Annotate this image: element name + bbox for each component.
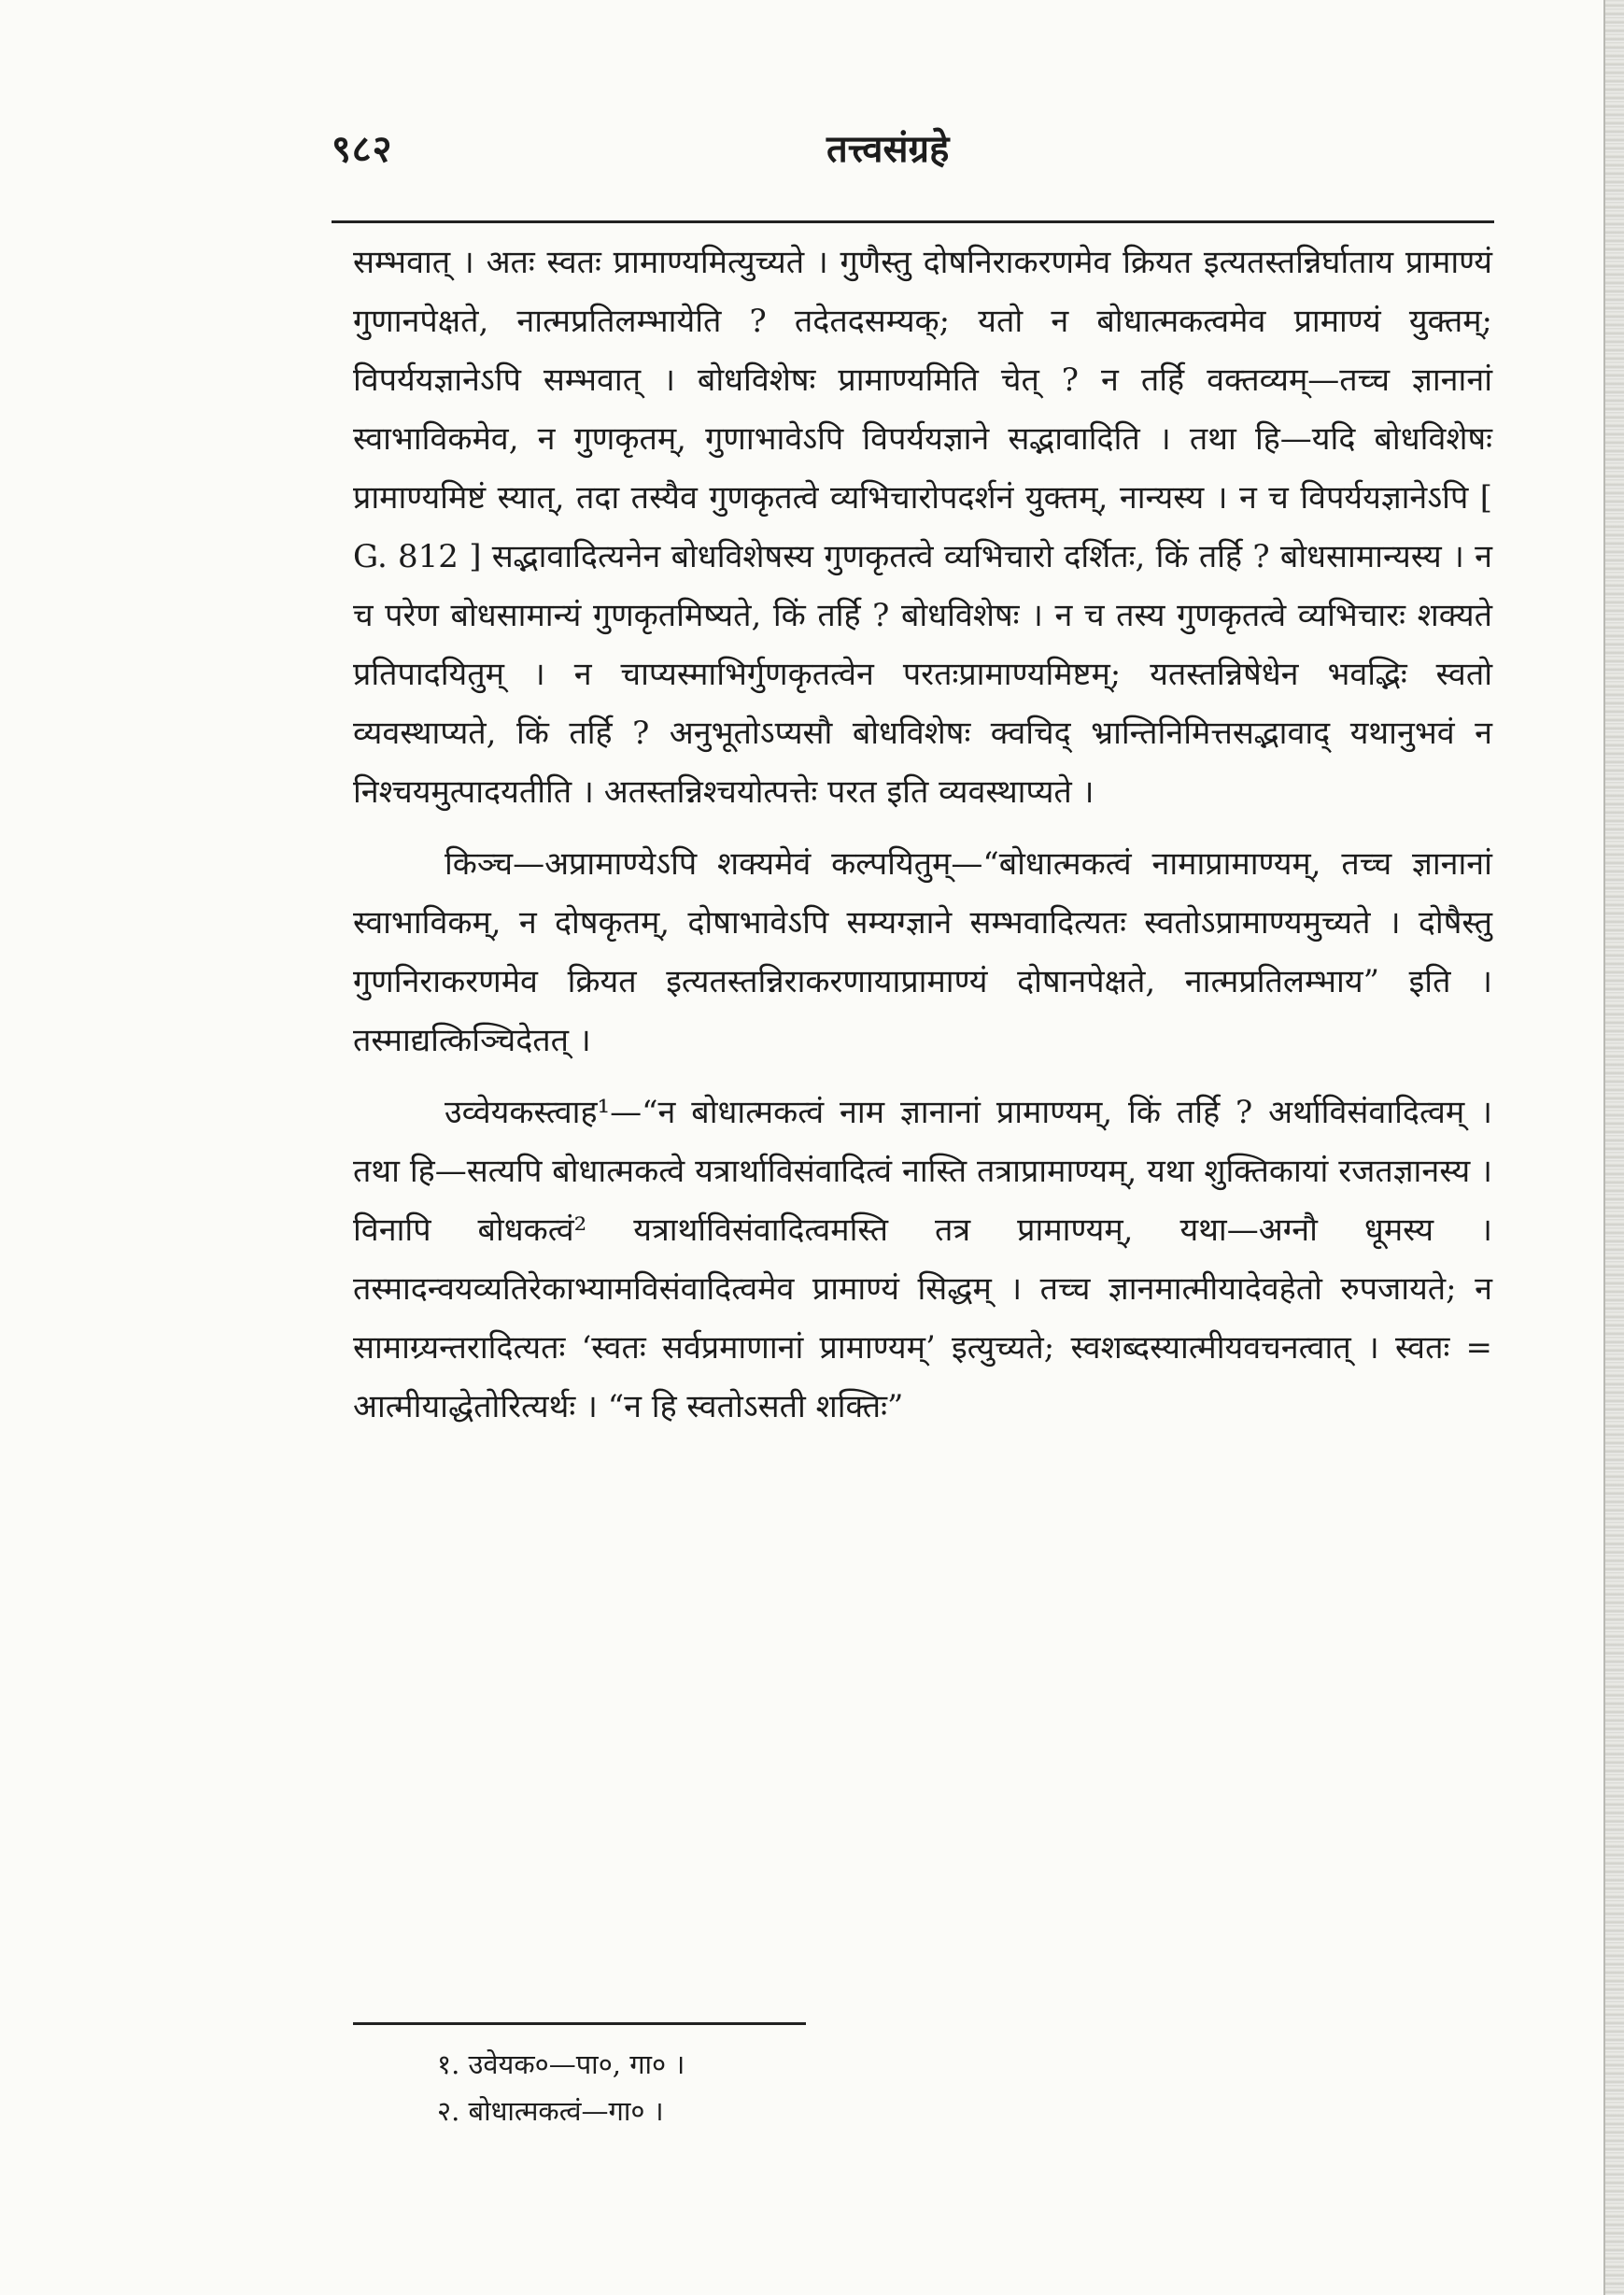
footnote-1: १. उवेयक०—पा०, गा० । <box>437 2048 685 2080</box>
page-header <box>332 121 1490 187</box>
running-title: तत्त्वसंग्रहे <box>826 128 950 171</box>
page-edge <box>1603 0 1624 2295</box>
page-number: ९८२ <box>332 128 393 171</box>
paragraph-1: सम्भवात् । अतः स्वतः प्रामाण्यमित्युच्यते । गुणैस्तु दोषनिराकरणमेव क्रियत इत्यतस्तन्निर्घाताय प्रामाण्यं गुणानपेक्षते, नात्मप्रतिलम्भायेति ? तदेतदसम्यक्; यतो न बोधात्मकत्वमेव प्रामाण्यं युक्तम्; विपर्ययज्ञानेऽपि सम्भवात् । बोधविशेषः प्रामाण्यमिति चेत् ? न तर्हि वक्तव्यम्—तच्च ज्ञानानां स्वाभाविकमेव, न गुणकृतम्, गुणाभावेऽपि विपर्ययज्ञाने सद्भावादिति । तथा हि—यदि बोधविशेषः प्रामाण्यमिष्टं स्यात्, तदा तस्यैव गुणकृतत्वे व्यभिचारोपदर्शनं युक्तम्, नान्यस्य । न च विपर्ययज्ञानेऽपि [ G. 812 ] सद्भावादित्यनेन बोधविशेषस्य गुणकृतत्वे व्यभिचारो दर्शितः, किं तर्हि ? बोधसामान्यस्य । न च परेण बोधसामान्यं गुणकृतमिष्यते, किं तर्हि ? बोधविशेषः । न च तस्य गुणकृतत्वे व्यभिचारः शक्यते प्रतिपादयितुम् । न चाप्यस्माभिर्गुणकृतत्वेन परतःप्रामाण्यमिष्टम्; यतस्तन्निषेधेन भवद्भिः स्वतो व्यवस्थाप्यते, किं तर्हि ? अनुभूतोऽप्यसौ बोधविशेषः क्वचिद् भ्रान्तिनिमित्तसद्भावाद् यथानुभवं न निश्चयमुत्पादयतीति । अतस्तन्निश्चयोत्पत्तेः परत इति व्यवस्थाप्यते । <box>353 244 1492 811</box>
footnote-rule <box>353 2022 806 2025</box>
paragraph-2: किञ्च—अप्रामाण्येऽपि शक्यमेवं कल्पयितुम्—“बोधात्मकत्वं नामाप्रामाण्यम्, तच्च ज्ञानानां स्वाभाविकम्, न दोषकृतम्, दोषाभावेऽपि सम्यग्ज्ञाने सम्भवादित्यतः स्वतोऽप्रामाण्यमुच्यते । दोषैस्तु गुणनिराकरणमेव क्रियत इत्यतस्तन्निराकरणायाप्रामाण्यं दोषानपेक्षते, नात्मप्रतिलम्भाय” इति । तस्माद्यत्किञ्चिदेतत् । <box>353 845 1492 1059</box>
main-text <box>353 234 1492 1437</box>
header-rule <box>332 220 1494 223</box>
paragraph-3: उव्वेयकस्त्वाह¹—“न बोधात्मकत्वं नाम ज्ञानानां प्रामाण्यम्, किं तर्हि ? अर्थाविसंवादित्वम् । तथा हि—सत्यपि बोधात्मकत्वे यत्रार्थाविसंवादित्वं नास्ति तत्राप्रामाण्यम्, यथा शुक्तिकायां रजतज्ञानस्य । विनापि बोधकत्वं² यत्रार्थाविसंवादित्वमस्ति तत्र प्रामाण्यम्, यथा—अग्नौ धूमस्य । तस्मादन्वयव्यतिरेकाभ्यामविसंवादित्वमेव प्रामाण्यं सिद्धम् । तच्च ज्ञानमात्मीयादेवहेतो रुपजायते; न सामाग्र्यन्तरादित्यतः ‘स्वतः सर्वप्रमाणानां प्रामाण्यम्’ इत्युच्यते; स्वशब्दस्यात्मीयवचनत्वात् । स्वतः = आत्मीयाद्धेतोरित्यर्थः । “न हि स्वतोऽसती शक्तिः” <box>353 1094 1492 1425</box>
footnotes <box>437 2041 685 2134</box>
footnote-2: २. बोधात्मकत्वं—गा० । <box>437 2095 664 2127</box>
